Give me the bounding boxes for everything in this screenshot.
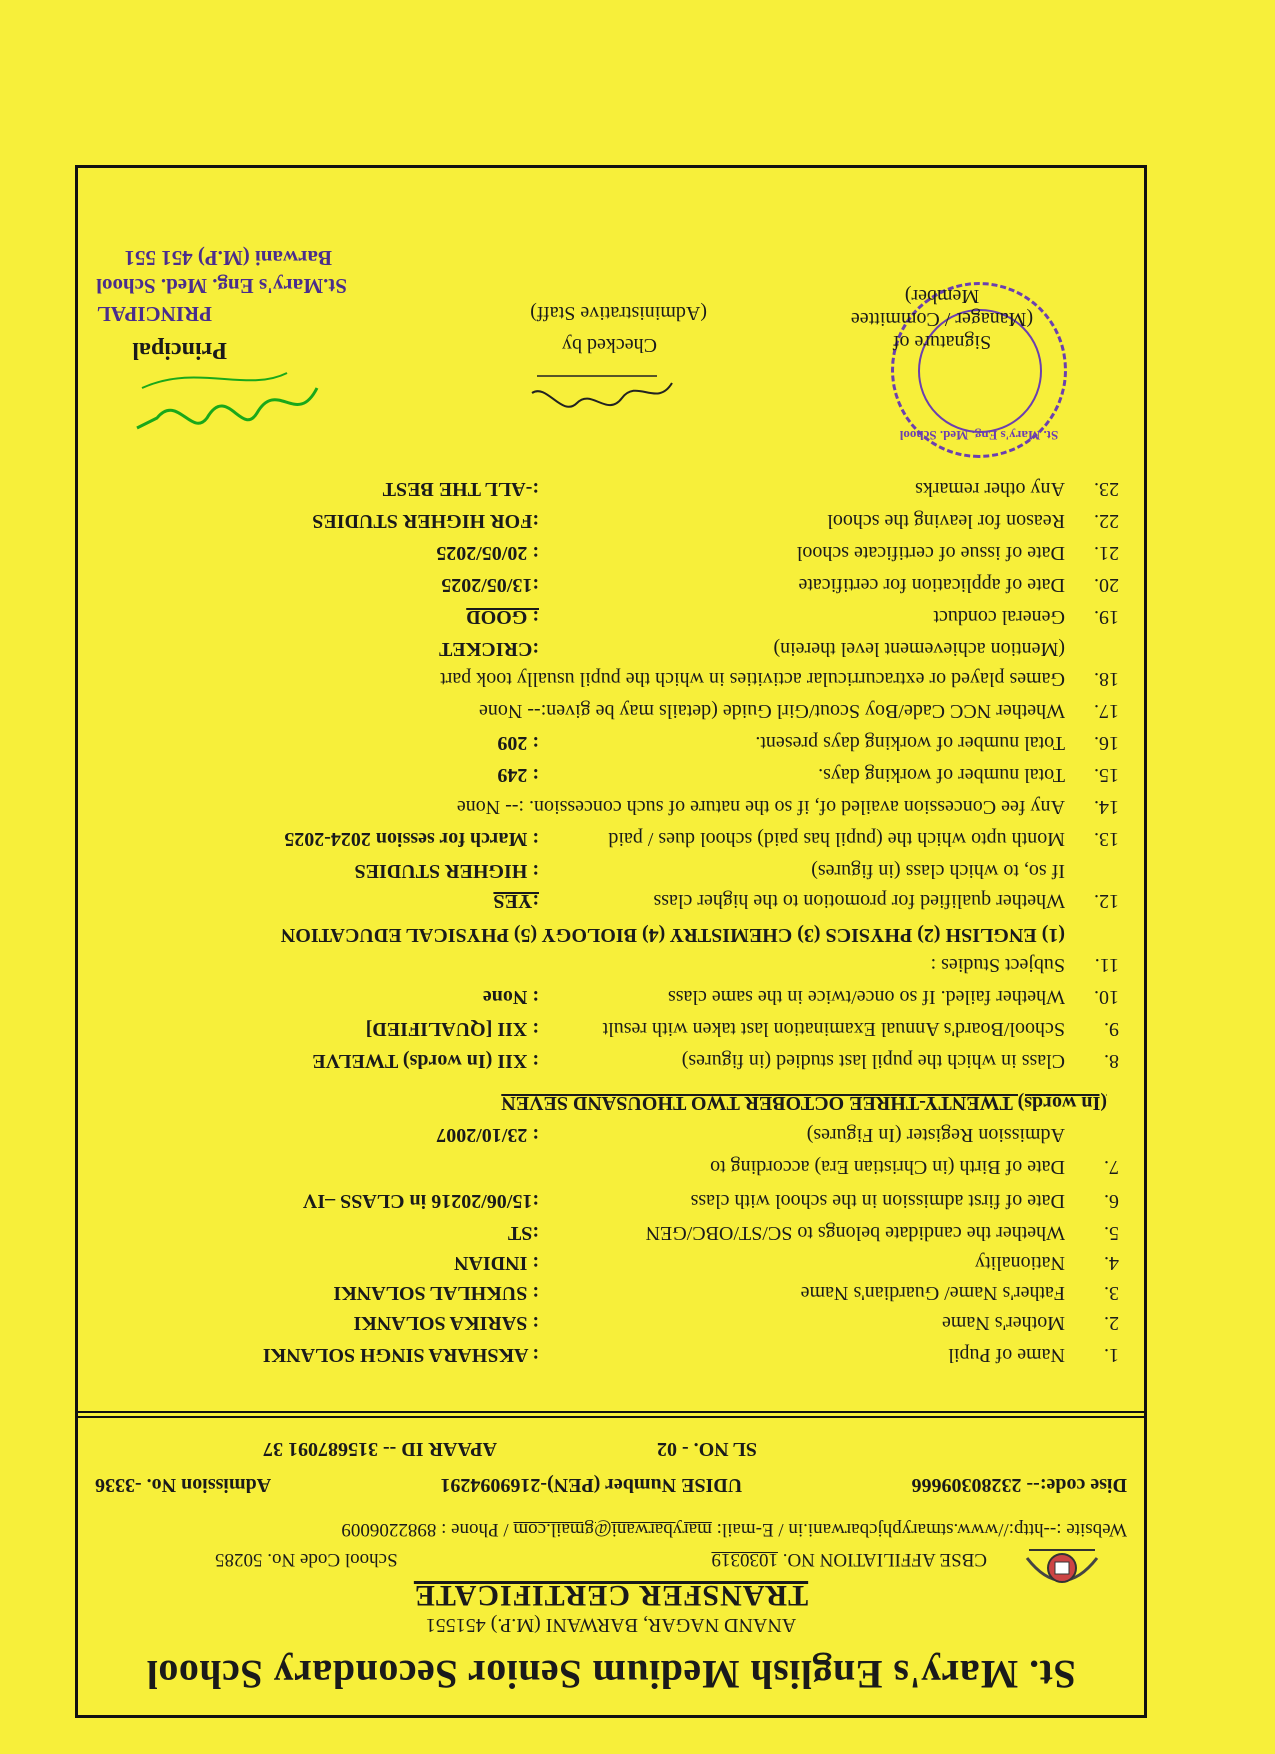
principal-stamp-address: Barwani (M.P) 451 551 bbox=[124, 246, 332, 270]
row-number: 12. bbox=[1094, 890, 1119, 912]
row-number: 17. bbox=[1094, 700, 1119, 722]
row-number: 8. bbox=[1104, 1050, 1119, 1072]
row-label: If so, to which class (in figures) bbox=[811, 860, 1065, 882]
certificate-title: TRANSFER CERTIFICATE bbox=[413, 1579, 809, 1612]
row-value: : 209 bbox=[497, 732, 539, 754]
school-address: ANAND NAGAR, BARWANI (M.P.) 451551 bbox=[425, 1614, 797, 1636]
row-value: : GOOD bbox=[466, 606, 539, 628]
row-value: : XII (In words) TWELVE bbox=[312, 1050, 539, 1072]
dise-code: Dise code:-- 23280309666 bbox=[911, 1474, 1127, 1496]
row-label: Date of application for certificate bbox=[798, 574, 1065, 596]
row-label: Month upto which the (pupil has paid) school dues / paid bbox=[608, 828, 1065, 850]
row-label: Mother's Name bbox=[941, 1312, 1065, 1334]
transfer-certificate bbox=[75, 165, 1147, 1718]
serial-number: SL NO. - 02 bbox=[656, 1438, 757, 1460]
row-number: 15. bbox=[1094, 764, 1119, 786]
row-number: 22. bbox=[1094, 510, 1119, 532]
header-divider bbox=[75, 1416, 1147, 1418]
row-number: 9. bbox=[1104, 1018, 1119, 1040]
checked-by-signature-icon bbox=[527, 368, 677, 418]
row-value: :YES bbox=[493, 890, 539, 912]
affiliation-label: CBSE AFFILIATION NO. bbox=[782, 1549, 987, 1570]
website-text: Website :--http://www.stmaryphjcbarwani.in / E-mail: bbox=[711, 1519, 1127, 1540]
manager-signature-label: Signature of (Manager / Committee Member) bbox=[850, 285, 1034, 353]
row-label: General conduct bbox=[933, 606, 1065, 628]
row-number: 4. bbox=[1104, 1252, 1119, 1274]
row-number: 13. bbox=[1094, 828, 1119, 850]
row-value: : SARIKA SOLANKI bbox=[353, 1312, 539, 1334]
administrative-staff-label: (Administrative Staff) bbox=[530, 302, 707, 324]
admission-number: Admission No. -3336 bbox=[95, 1474, 272, 1496]
row-number: 18. bbox=[1094, 668, 1119, 690]
phone-text: / Phone : 8982206009 bbox=[341, 1519, 509, 1540]
row-label: Nationality bbox=[975, 1252, 1065, 1274]
apaar-id: APAAR ID -- 315687091 37 bbox=[262, 1438, 497, 1460]
dob-in-words: (In words) TWENTY-THREE OCTOBER TWO THOUSAND SEVEN bbox=[501, 1092, 1107, 1114]
row-label: Whether the candidate belongs to SC/ST/OBC/GEN bbox=[645, 1222, 1065, 1244]
row-label: Date of Birth (in Christian Era) according to bbox=[710, 1156, 1065, 1178]
row-label: Subject Studies : bbox=[930, 954, 1065, 976]
row-label: Total number of working days. bbox=[818, 764, 1065, 786]
subjects-list: (1) ENGLISH (2) PHYSICS (3) CHEMISTRY (4) BIOLOGY (5) PHYSICAL EDUCATION bbox=[280, 924, 1065, 946]
principal-label: Principal bbox=[132, 337, 227, 363]
row-value: : INDIAN bbox=[454, 1252, 539, 1274]
affiliation-line bbox=[711, 1548, 987, 1570]
row-number: 1. bbox=[1104, 1344, 1119, 1366]
row-value: : None bbox=[482, 986, 539, 1008]
header-divider-2 bbox=[75, 1411, 1147, 1413]
principal-signature-icon bbox=[127, 358, 327, 448]
row-label: Whether failed. If so once/twice in the same class bbox=[667, 986, 1065, 1008]
row-number: 5. bbox=[1104, 1222, 1119, 1244]
principal-stamp-title: PRINCIPAL bbox=[96, 302, 212, 326]
codes-row bbox=[95, 1473, 1127, 1496]
row-label: Name of Pupil bbox=[948, 1344, 1065, 1366]
row-number: 11. bbox=[1094, 954, 1119, 976]
row-value: : March for session 2024-2025 bbox=[284, 828, 539, 850]
row-label: Reason for leaving the school bbox=[827, 510, 1065, 532]
stamp-text: St. Mary's Eng. Med. School bbox=[899, 428, 1059, 443]
row-value: : HIGHER STUDIES bbox=[354, 860, 539, 882]
row-number: 19. bbox=[1094, 606, 1119, 628]
row-label: Date of first admission in the school with class bbox=[690, 1190, 1065, 1212]
row-value: : XII [QUALIFIED] bbox=[365, 1018, 539, 1040]
row-number: 23. bbox=[1094, 478, 1119, 500]
row-value: :CRICKET bbox=[438, 638, 539, 660]
udise-number: UDISE Number (PEN)-2169094291 bbox=[440, 1474, 743, 1496]
principal-stamp-school: St.Mary's Eng. Med. School bbox=[96, 274, 347, 298]
row-value: :ST bbox=[507, 1222, 539, 1244]
row-value: :FOR HIGHER STUDIES bbox=[312, 510, 539, 532]
row-label: Admission Register (In Figures) bbox=[806, 1124, 1065, 1146]
row-label: Games played or extracurricular activities in which the pupil usually took part bbox=[440, 668, 1065, 690]
row-number: 10. bbox=[1094, 986, 1119, 1008]
row-number: 3. bbox=[1104, 1282, 1119, 1304]
row-value: : SUKHLAL SOLANKI bbox=[333, 1282, 539, 1304]
row-value: :15/06/20216 in CLASS –IV bbox=[302, 1190, 539, 1212]
row-number: 21. bbox=[1094, 542, 1119, 564]
school-name: St. Mary's English Medium Senior Secondary School bbox=[146, 1652, 1076, 1697]
row-label: Any fee Concession availed of, if so the nature of such concession. :-- None bbox=[456, 796, 1065, 818]
row-number: 14. bbox=[1094, 796, 1119, 818]
row-label: Any other remarks bbox=[915, 478, 1065, 500]
row-value: : 20/05/2025 bbox=[436, 542, 539, 564]
row-value: : 249 bbox=[497, 764, 539, 786]
row-label: Father's Name/ Guardian's Name bbox=[800, 1282, 1065, 1304]
row-label: Total number of working days present. bbox=[755, 732, 1065, 754]
row-number: 20. bbox=[1094, 574, 1119, 596]
row-label: Whether qualified for promotion to the higher class bbox=[653, 890, 1065, 912]
row-number: 7. bbox=[1104, 1156, 1119, 1178]
contact-line bbox=[95, 1518, 1127, 1540]
row-number: 2. bbox=[1104, 1312, 1119, 1334]
email-link: marybarwani@gmail.com bbox=[513, 1519, 712, 1540]
row-value: :-ALL THE BEST bbox=[382, 478, 539, 500]
row-label: Class in which the pupil last studied (in figures) bbox=[681, 1050, 1065, 1072]
row-label: Whether NCC Cade/Boy Scout/Girl Guide (details may be given:-- None bbox=[479, 700, 1065, 722]
row-value: :13/05/2025 bbox=[441, 574, 539, 596]
row-number: 16. bbox=[1094, 732, 1119, 754]
row-label: School/Board's Annual Examination last taken with result bbox=[602, 1018, 1065, 1040]
row-value: : AKSHARA SINGH SOLANKI bbox=[262, 1344, 539, 1366]
checked-by-label: Checked by bbox=[562, 334, 657, 356]
row-label: (Mention achievement level therein) bbox=[773, 638, 1065, 660]
row-number: 6. bbox=[1104, 1190, 1119, 1212]
affiliation-number: 1030319 bbox=[711, 1549, 778, 1570]
school-code: School Code No. 50285 bbox=[215, 1549, 398, 1570]
row-label: Date of issue of certificate school bbox=[796, 542, 1065, 564]
row-value: : 23/10/2007 bbox=[436, 1124, 539, 1146]
